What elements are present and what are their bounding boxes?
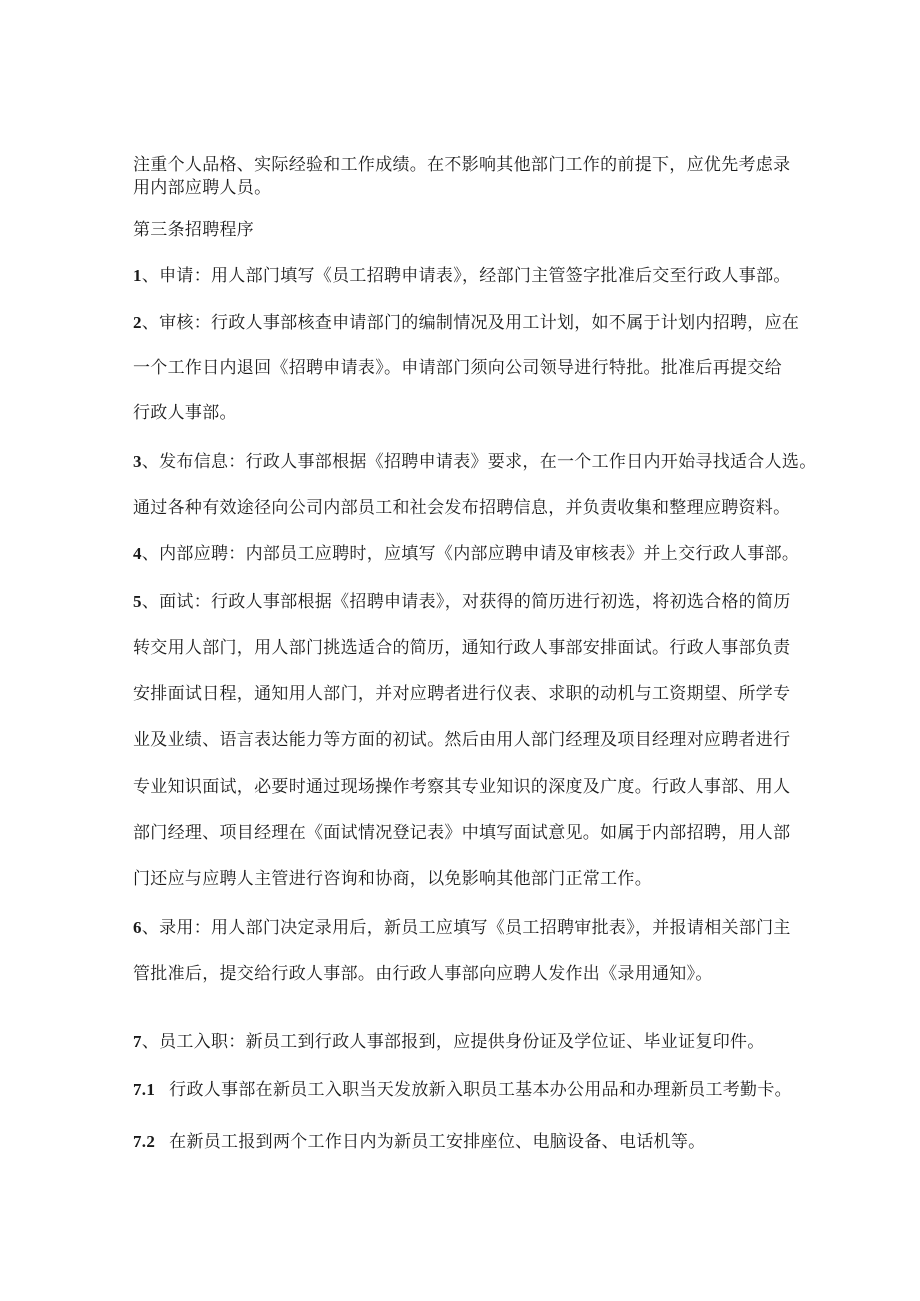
item-2-line-2: 一个工作日内退回《招聘申请表》。申请部门须向公司领导进行特批。批准后再提交给: [133, 358, 782, 378]
item-1-line-1: [133, 265, 791, 287]
item-text: 、发布信息：行政人事部根据《招聘申请表》要求，在一个工作日内开始寻找适合人选。: [141, 452, 817, 472]
item-text: 、面试：行政人事部根据《招聘申请表》，对获得的简历进行初选，将初选合格的简历: [141, 592, 791, 612]
intro-line-1: 注重个人品格、实际经验和工作成绩。在不影响其他部门工作的前提下，应优先考虑录: [133, 155, 791, 175]
sub-item-number: 7.1: [133, 1080, 156, 1099]
item-2-line-3: 行政人事部。: [133, 403, 237, 423]
item-5-line-5: 专业知识面试，必要时通过现场操作考察其专业知识的深度及广度。行政人事部、用人: [133, 777, 791, 797]
item-number: 4: [133, 544, 142, 563]
item-6-line-1: [133, 917, 791, 939]
item-number: 7: [133, 1032, 142, 1051]
item-number: 3: [133, 452, 142, 471]
item-5-line-6: 部门经理、项目经理在《面试情况登记表》中填写面试意见。如属于内部招聘，用人部: [133, 823, 791, 843]
sub-item-7-1: [133, 1079, 792, 1101]
item-text: 、录用：用人部门决定录用后，新员工应填写《员工招聘审批表》，并报请相关部门主: [141, 918, 791, 938]
item-3-line-2: 通过各种有效途径向公司内部员工和社会发布招聘信息，并负责收集和整理应聘资料。: [133, 498, 791, 518]
item-5-line-1: [133, 591, 791, 613]
item-3-line-1: [133, 451, 817, 473]
sub-item-7-2: [133, 1131, 705, 1153]
item-5-line-2: 转交用人部门，用人部门挑选适合的简历，通知行政人事部安排面试。行政人事部负责: [133, 638, 791, 658]
sub-item-text: 行政人事部在新员工入职当天发放新入职员工基本办公用品和办理新员工考勤卡。: [169, 1080, 792, 1100]
item-number: 1: [133, 266, 142, 285]
item-4-line-1: [133, 543, 799, 565]
item-number: 2: [133, 313, 142, 332]
item-text: 、申请：用人部门填写《员工招聘申请表》，经部门主管签字批准后交至行政人事部。: [141, 266, 791, 286]
section-title: 第三条招聘程序: [133, 220, 255, 240]
sub-item-text: 在新员工报到两个工作日内为新员工安排座位、电脑设备、电话机等。: [169, 1132, 706, 1152]
item-7-line-1: [133, 1031, 765, 1053]
item-text: 、审核：行政人事部核查申请部门的编制情况及用工计划，如不属于计划内招聘，应在: [141, 313, 800, 333]
item-text: 、员工入职：新员工到行政人事部报到，应提供身份证及学位证、毕业证复印件。: [141, 1032, 765, 1052]
item-5-line-7: 门还应与应聘人主管进行咨询和协商，以免影响其他部门正常工作。: [133, 869, 652, 889]
item-5-line-3: 安排面试日程，通知用人部门，并对应聘者进行仪表、求职的动机与工资期望、所学专: [133, 684, 791, 704]
item-2-line-1: [133, 312, 799, 334]
sub-item-number: 7.2: [133, 1132, 156, 1151]
item-text: 、内部应聘：内部员工应聘时，应填写《内部应聘申请及审核表》并上交行政人事部。: [141, 544, 800, 564]
item-number: 6: [133, 918, 142, 937]
item-number: 5: [133, 592, 142, 611]
item-6-line-2: 管批准后，提交给行政人事部。由行政人事部向应聘人发作出《录用通知》。: [133, 964, 713, 984]
item-5-line-4: 业及业绩、语言表达能力等方面的初试。然后由用人部门经理及项目经理对应聘者进行: [133, 730, 791, 750]
intro-line-2: 用内部应聘人员。: [133, 178, 272, 198]
